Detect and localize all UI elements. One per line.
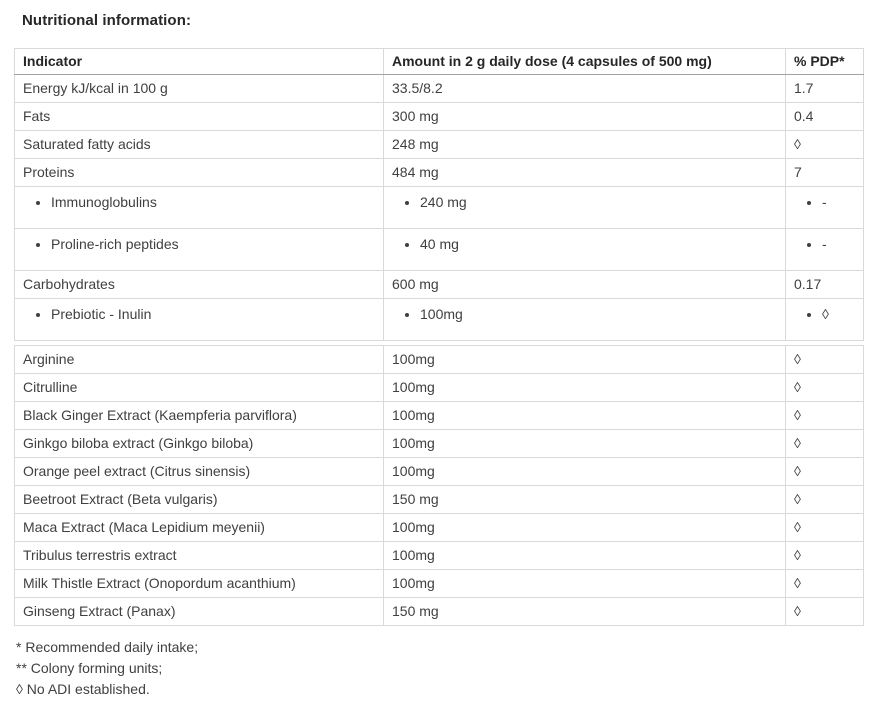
- bullet-list: [794, 236, 855, 253]
- bullet-list: [392, 236, 777, 253]
- table-row: [15, 458, 864, 486]
- bullet-item: • Immunoglobulins: [51, 194, 375, 211]
- cell-pdp: ◊: [786, 486, 864, 514]
- cell-indicator: Maca Extract (Maca Lepidium meyenii): [15, 514, 384, 542]
- table-row: [15, 229, 864, 271]
- cell-indicator: Ginkgo biloba extract (Ginkgo biloba): [15, 430, 384, 458]
- cell-amount: 150 mg: [384, 486, 786, 514]
- cell-indicator: Carbohydrates: [15, 271, 384, 299]
- cell-pdp: ◊: [786, 131, 864, 159]
- table-row: [15, 159, 864, 187]
- bullet-list: [23, 306, 375, 323]
- cell-pdp: ◊: [786, 430, 864, 458]
- table-row: [15, 486, 864, 514]
- cell-pdp: 0.17: [786, 271, 864, 299]
- cell-indicator: [15, 187, 384, 229]
- cell-indicator: Proteins: [15, 159, 384, 187]
- table-row: [15, 374, 864, 402]
- cell-amount: 150 mg: [384, 598, 786, 626]
- cell-pdp: 1.7: [786, 75, 864, 103]
- bullet-list: [794, 194, 855, 211]
- bullet-item: • -: [822, 236, 855, 253]
- cell-indicator: Energy kJ/kcal in 100 g: [15, 75, 384, 103]
- cell-amount: 600 mg: [384, 271, 786, 299]
- table-header: [15, 49, 864, 75]
- table-row: [15, 131, 864, 159]
- bullet-item: • ◊: [822, 306, 855, 323]
- bullet-item: • 40 mg: [420, 236, 777, 253]
- cell-pdp: ◊: [786, 402, 864, 430]
- cell-amount: 100mg: [384, 430, 786, 458]
- bullet-list: [392, 306, 777, 323]
- cell-indicator: [15, 299, 384, 341]
- table-row: [15, 346, 864, 374]
- cell-pdp: ◊: [786, 458, 864, 486]
- table-row: [15, 187, 864, 229]
- cell-pdp: 0.4: [786, 103, 864, 131]
- table-row: [15, 598, 864, 626]
- cell-amount: 100mg: [384, 458, 786, 486]
- nutrition-table-extra: [14, 345, 864, 626]
- footnote-recommended-daily-intake: * Recommended daily intake;: [16, 639, 199, 655]
- bullet-list: [23, 236, 375, 253]
- cell-pdp: [786, 299, 864, 341]
- cell-pdp: [786, 187, 864, 229]
- cell-pdp: ◊: [786, 598, 864, 626]
- cell-pdp: ◊: [786, 346, 864, 374]
- cell-amount: 100mg: [384, 542, 786, 570]
- cell-amount: [384, 229, 786, 271]
- table-row: [15, 570, 864, 598]
- cell-pdp: ◊: [786, 514, 864, 542]
- table-row: [15, 299, 864, 341]
- cell-pdp: ◊: [786, 374, 864, 402]
- cell-indicator: Milk Thistle Extract (Onopordum acanthium): [15, 570, 384, 598]
- table-row: [15, 402, 864, 430]
- cell-amount: 100mg: [384, 402, 786, 430]
- cell-pdp: ◊: [786, 542, 864, 570]
- table-row: [15, 430, 864, 458]
- cell-amount: 100mg: [384, 346, 786, 374]
- table-row: [15, 75, 864, 103]
- cell-indicator: Arginine: [15, 346, 384, 374]
- bullet-item: • Proline-rich peptides: [51, 236, 375, 253]
- cell-amount: [384, 299, 786, 341]
- nutrition-table-main: [14, 48, 864, 341]
- table-row: [15, 542, 864, 570]
- cell-amount: 300 mg: [384, 103, 786, 131]
- cell-indicator: Ginseng Extract (Panax): [15, 598, 384, 626]
- cell-indicator: Fats: [15, 103, 384, 131]
- bullet-item: • 100mg: [420, 306, 777, 323]
- bullet-list: [392, 194, 777, 211]
- cell-indicator: Orange peel extract (Citrus sinensis): [15, 458, 384, 486]
- column-header-pdp: % PDP*: [786, 49, 864, 75]
- bullet-item: • Prebiotic - Inulin: [51, 306, 375, 323]
- cell-indicator: Citrulline: [15, 374, 384, 402]
- cell-amount: 100mg: [384, 374, 786, 402]
- cell-amount: 248 mg: [384, 131, 786, 159]
- bullet-item: • 240 mg: [420, 194, 777, 211]
- cell-indicator: Black Ginger Extract (Kaempferia parviflora): [15, 402, 384, 430]
- bullet-item: • -: [822, 194, 855, 211]
- cell-amount: [384, 187, 786, 229]
- extra-table-body: [15, 346, 864, 626]
- table-row: [15, 514, 864, 542]
- cell-amount: 484 mg: [384, 159, 786, 187]
- header-row: [15, 49, 864, 75]
- cell-pdp: [786, 229, 864, 271]
- cell-indicator: Tribulus terrestris extract: [15, 542, 384, 570]
- cell-indicator: [15, 229, 384, 271]
- footnote-colony-forming-units: ** Colony forming units;: [16, 660, 163, 676]
- table-row: [15, 103, 864, 131]
- column-header-amount: Amount in 2 g daily dose (4 capsules of 500 mg): [384, 49, 786, 75]
- main-table-body: [15, 75, 864, 341]
- bullet-list: [23, 194, 375, 211]
- cell-pdp: 7: [786, 159, 864, 187]
- column-header-indicator: Indicator: [15, 49, 384, 75]
- cell-indicator: Beetroot Extract (Beta vulgaris): [15, 486, 384, 514]
- footnote-no-adi-established: ◊ No ADI established.: [16, 681, 150, 697]
- table-row: [15, 271, 864, 299]
- cell-amount: 33.5/8.2: [384, 75, 786, 103]
- cell-indicator: Saturated fatty acids: [15, 131, 384, 159]
- cell-amount: 100mg: [384, 514, 786, 542]
- cell-pdp: ◊: [786, 570, 864, 598]
- page-title: Nutritional information:: [22, 12, 192, 29]
- bullet-list: [794, 306, 855, 323]
- footnotes: [16, 637, 863, 700]
- cell-amount: 100mg: [384, 570, 786, 598]
